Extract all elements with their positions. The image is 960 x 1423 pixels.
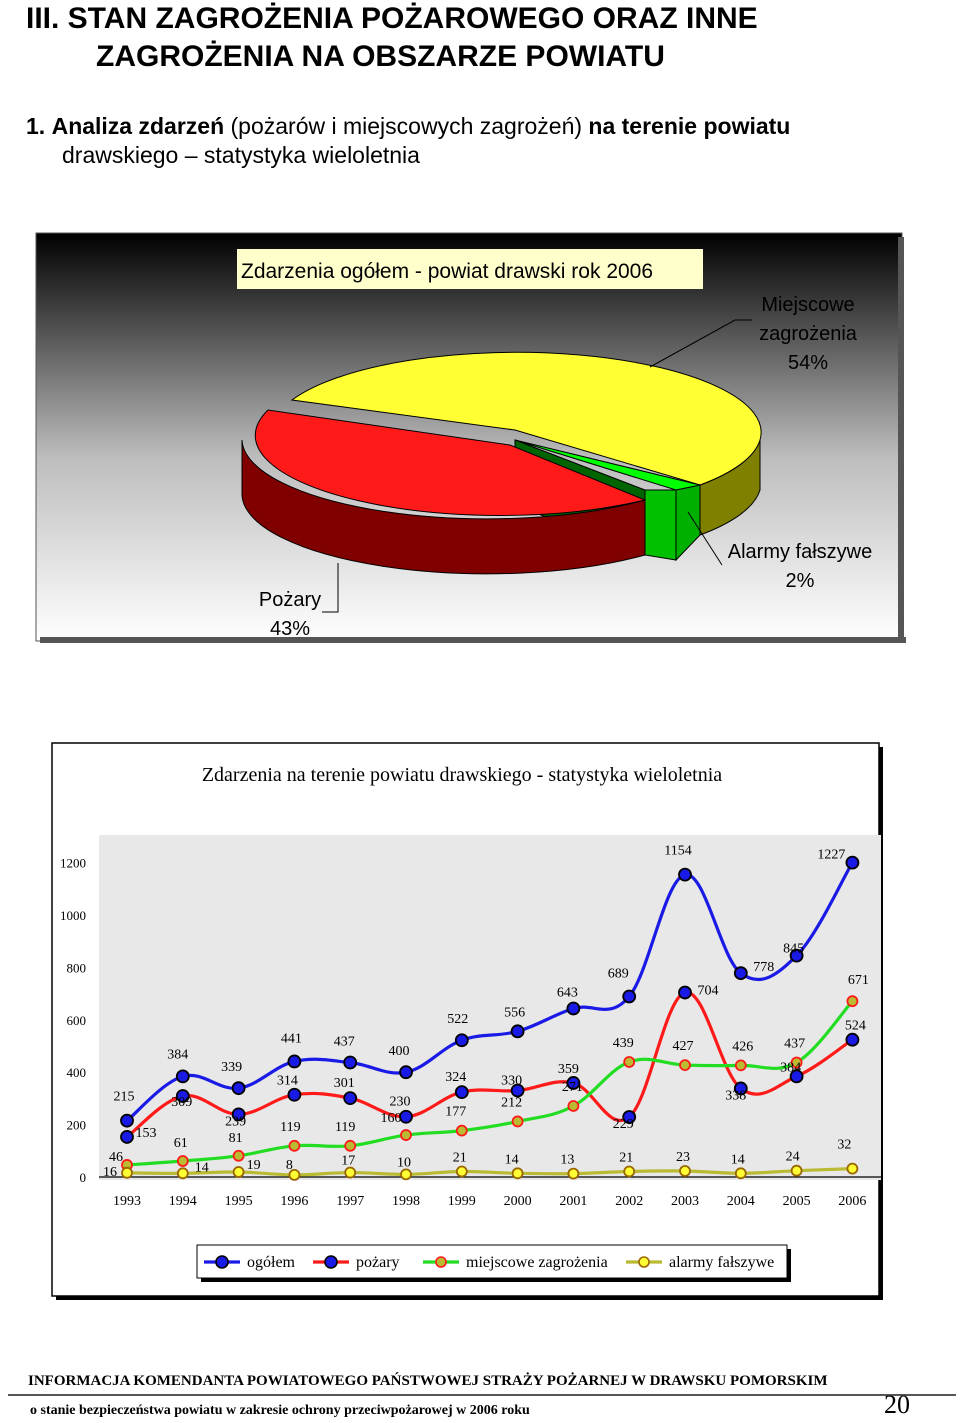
x-tick-label: 1995	[224, 1194, 253, 1209]
series-alarmy-value-label: 16	[103, 1164, 117, 1180]
pie-value-alarmy: 2%	[785, 570, 815, 592]
series-miejscowe-value-label: 439	[612, 1035, 634, 1051]
series-miejscowe-point	[457, 1126, 467, 1136]
x-tick-label: 1998	[392, 1194, 420, 1209]
series-pozary-value-label: 229	[612, 1117, 634, 1133]
series-ogolem-point	[288, 1055, 300, 1067]
series-alarmy-point	[624, 1166, 634, 1176]
series-ogolem-value-label: 556	[504, 1005, 526, 1021]
series-miejscowe-value-label: 271	[561, 1079, 583, 1095]
series-alarmy-legend-label: alarmy fałszywe	[669, 1254, 775, 1271]
line-chart-title: Zdarzenia na terenie powiatu drawskiego - statystyka wieloletnia	[201, 764, 723, 786]
x-tick-label: 1999	[447, 1194, 476, 1209]
series-pozary-point	[846, 1034, 858, 1046]
series-miejscowe-value-label: 426	[732, 1039, 754, 1055]
series-pozary-point	[288, 1089, 300, 1101]
series-alarmy-value-label: 19	[246, 1158, 261, 1174]
series-pozary-point	[344, 1092, 356, 1104]
x-tick-label: 2001	[559, 1194, 588, 1209]
pie-label-pozary: Pożary	[258, 589, 322, 611]
series-pozary-value-label: 314	[276, 1073, 298, 1089]
line-chart	[0, 730, 960, 1300]
series-alarmy-value-label: 14	[730, 1152, 745, 1168]
series-ogolem-point	[344, 1057, 356, 1069]
series-miejscowe-value-label: 119	[334, 1119, 356, 1135]
series-ogolem-point	[121, 1115, 133, 1127]
series-ogolem-value-label: 384	[167, 1047, 189, 1063]
series-miejscowe-legend-marker	[436, 1257, 446, 1267]
line-chart-shadow-bottom	[56, 1296, 883, 1300]
series-ogolem-point	[567, 1003, 579, 1015]
series-alarmy-value-label: 10	[397, 1155, 411, 1171]
pie-label-miejscowe-1: Miejscowe	[761, 294, 855, 316]
y-tick-label: 0	[79, 1170, 86, 1185]
series-alarmy-value-label: 23	[676, 1149, 690, 1165]
series-pozary-value-label: 324	[445, 1070, 467, 1086]
series-ogolem-point	[679, 869, 691, 881]
series-ogolem-point	[456, 1034, 468, 1046]
series-alarmy-value-label: 14	[194, 1160, 209, 1176]
pie-slice-front-alarmy	[645, 490, 676, 560]
x-tick-label: 2006	[838, 1194, 867, 1209]
series-miejscowe-value-label: 437	[784, 1036, 806, 1052]
series-miejscowe-value-label: 427	[672, 1039, 694, 1055]
series-alarmy-value-label: 21	[452, 1150, 467, 1166]
y-tick-label: 400	[66, 1065, 86, 1081]
x-tick-label: 2003	[671, 1194, 699, 1209]
subheading-part2: (pożarów i miejscowych zagrożeń)	[230, 113, 583, 139]
series-pozary-value-label: 230	[389, 1094, 411, 1110]
series-miejscowe-value-label: 61	[173, 1136, 188, 1152]
subheading-part1: Analiza zdarzeń	[51, 113, 225, 139]
series-alarmy-point	[847, 1164, 857, 1174]
series-pozary-value-label: 359	[557, 1061, 579, 1077]
series-miejscowe-value-label: 671	[847, 973, 869, 989]
footer-report-title: o stanie bezpieczeństwa powiatu w zakresie ochrony przeciwpożarowej w 2006 roku	[30, 1403, 530, 1418]
pie-label-alarmy: Alarmy fałszywe	[727, 541, 873, 563]
series-ogolem-point	[735, 967, 747, 979]
series-pozary-value-label: 330	[501, 1073, 523, 1089]
series-ogolem-value-label: 522	[447, 1012, 469, 1028]
series-alarmy-legend-marker	[639, 1257, 649, 1267]
x-tick-label: 2004	[726, 1194, 755, 1209]
series-ogolem-value-label: 1154	[664, 843, 692, 859]
x-tick-label: 1993	[113, 1194, 141, 1209]
y-tick-label: 600	[66, 1012, 86, 1028]
series-alarmy-point	[234, 1167, 244, 1177]
pie-label-miejscowe-2: zagrożenia	[759, 323, 857, 345]
series-miejscowe-point	[401, 1130, 411, 1140]
series-miejscowe-point	[680, 1060, 690, 1070]
series-ogolem-value-label: 643	[556, 985, 578, 1001]
series-miejscowe-point	[289, 1141, 299, 1151]
series-pozary-value-label: 153	[135, 1125, 157, 1141]
series-pozary-value-label: 338	[725, 1088, 747, 1104]
series-ogolem-value-label: 1227	[817, 847, 846, 863]
series-miejscowe-point	[178, 1156, 188, 1166]
series-alarmy-point	[513, 1168, 523, 1178]
pie-value-pozary: 43%	[269, 618, 311, 640]
section-heading-line1: III. STAN ZAGROŻENIA POŻAROWEGO ORAZ INNE	[26, 2, 758, 35]
series-pozary-value-label: 524	[844, 1018, 866, 1034]
series-miejscowe-point	[234, 1151, 244, 1161]
series-miejscowe-point	[736, 1060, 746, 1070]
legend	[204, 1254, 774, 1271]
pie-chart-shadow	[40, 637, 906, 643]
page-number: 20	[884, 1390, 910, 1419]
y-tick-label: 200	[66, 1117, 86, 1133]
series-ogolem-point	[177, 1070, 189, 1082]
series-pozary-point	[456, 1086, 468, 1098]
series-miejscowe-point	[847, 996, 857, 1006]
series-ogolem-value-label: 339	[221, 1060, 243, 1076]
series-pozary-legend-marker	[325, 1256, 337, 1268]
series-alarmy-point	[736, 1168, 746, 1178]
section-heading-line2: ZAGROŻENIA NA OBSZARZE POWIATU	[96, 40, 665, 73]
x-tick-label: 2005	[782, 1194, 811, 1209]
series-alarmy-point	[122, 1168, 132, 1178]
y-tick-label: 1200	[60, 855, 86, 871]
series-alarmy-value-label: 32	[837, 1137, 852, 1153]
series-alarmy-point	[457, 1166, 467, 1176]
series-pozary-value-label: 384	[780, 1060, 802, 1076]
series-pozary-point	[400, 1111, 412, 1123]
pie-chart	[0, 0, 960, 700]
series-ogolem-point	[400, 1066, 412, 1078]
series-miejscowe-legend-label: miejscowe zagrożenia	[466, 1254, 608, 1271]
series-alarmy-point	[178, 1168, 188, 1178]
series-alarmy-value-label: 13	[560, 1152, 575, 1168]
series-ogolem-value-label: 215	[113, 1089, 135, 1105]
series-ogolem-value-label: 845	[783, 941, 805, 957]
legend-shadow-bottom	[201, 1278, 791, 1282]
x-tick-label: 1997	[336, 1194, 365, 1209]
x-tick-label: 2002	[615, 1194, 644, 1209]
series-miejscowe-value-label: 212	[501, 1095, 523, 1111]
series-pozary-value-label: 239	[225, 1114, 247, 1130]
series-alarmy-point	[792, 1166, 802, 1176]
series-alarmy-point	[680, 1166, 690, 1176]
legend-shadow-right	[787, 1249, 791, 1282]
series-ogolem-value-label: 689	[607, 966, 629, 982]
series-alarmy-point	[568, 1169, 578, 1179]
x-tick-label: 2000	[503, 1194, 532, 1209]
series-ogolem-legend-marker	[216, 1256, 228, 1268]
series-miejscowe-value-label: 177	[445, 1104, 467, 1120]
series-miejscowe-point	[345, 1141, 355, 1151]
series-ogolem-legend-label: ogółem	[247, 1254, 295, 1271]
series-alarmy-value-label: 14	[504, 1152, 519, 1168]
series-ogolem-value-label: 400	[388, 1044, 410, 1060]
x-tick-label: 1996	[280, 1194, 309, 1209]
y-tick-label: 800	[66, 960, 86, 976]
series-alarmy-point	[345, 1168, 355, 1178]
subheading-line2: drawskiego – statystyka wieloletnia	[62, 142, 420, 168]
series-ogolem-value-label: 778	[753, 960, 775, 976]
series-alarmy-point	[401, 1169, 411, 1179]
series-ogolem-point	[233, 1082, 245, 1094]
subheading-part3: na terenie powiatu	[588, 113, 791, 139]
series-ogolem-point	[512, 1025, 524, 1037]
series-pozary-value-label: 309	[171, 1095, 193, 1111]
series-alarmy-value-label: 8	[285, 1157, 293, 1173]
series-miejscowe-point	[513, 1116, 523, 1126]
series-pozary-point	[121, 1131, 133, 1143]
series-miejscowe-value-label: 160	[380, 1111, 402, 1127]
series-pozary-value-label: 704	[697, 983, 719, 999]
x-tick-label: 1994	[168, 1194, 197, 1209]
series-miejscowe-point	[624, 1057, 634, 1067]
y-tick-label: 1000	[60, 908, 86, 923]
series-miejscowe-point	[568, 1101, 578, 1111]
pie-chart-shadow-right	[898, 237, 904, 643]
series-alarmy-value-label: 24	[785, 1149, 800, 1165]
series-miejscowe-value-label: 81	[228, 1130, 243, 1146]
series-pozary-legend-label: pożary	[356, 1254, 400, 1271]
series-alarmy-value-label: 17	[341, 1153, 356, 1169]
series-ogolem-point	[846, 857, 858, 869]
series-alarmy-value-label: 21	[619, 1150, 634, 1166]
pie-value-miejscowe: 54%	[787, 352, 829, 374]
series-ogolem-point	[623, 990, 635, 1002]
pie-title: Zdarzenia ogółem - powiat drawski rok 2006	[241, 260, 654, 283]
series-pozary-value-label: 301	[333, 1076, 355, 1092]
series-ogolem-value-label: 441	[280, 1031, 302, 1047]
series-miejscowe-value-label: 46	[109, 1149, 123, 1165]
footer-rule	[8, 1394, 956, 1396]
subheading-number: 1.	[26, 113, 46, 139]
series-miejscowe-value-label: 119	[280, 1119, 301, 1135]
series-ogolem-value-label: 437	[333, 1034, 355, 1050]
series-pozary-point	[679, 987, 691, 999]
footer-institution: INFORMACJA KOMENDANTA POWIATOWEGO PAŃSTWOWEJ STRAŻY POŻARNEJ W DRAWSKU POMORSKIM	[28, 1373, 828, 1389]
